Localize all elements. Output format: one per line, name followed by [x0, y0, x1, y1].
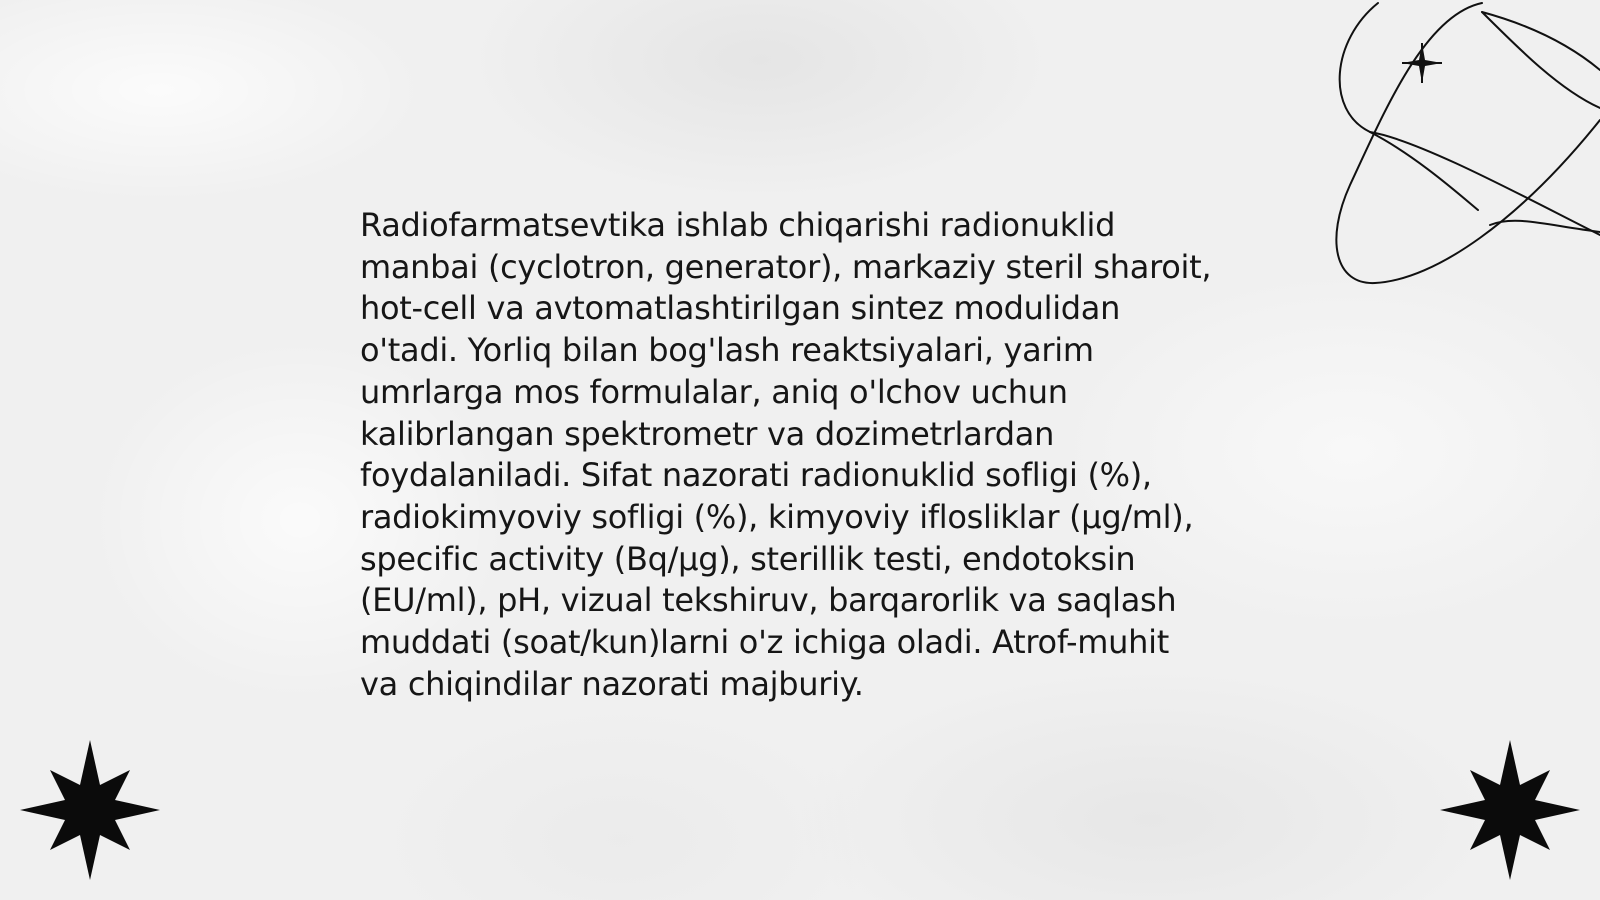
orbit-sparkle-icon — [1330, 0, 1600, 300]
body-line: umrlarga mos formulalar, aniq o'lchov uchun — [360, 372, 1068, 411]
body-line: specific activity (Bq/µg), sterillik testi, endotoksin — [360, 539, 1136, 578]
body-line: o'tadi. Yorliq bilan bog'lash reaktsiyalari, yarim — [360, 331, 1094, 370]
body-line: Radiofarmatsevtika ishlab chiqarishi radionuklid — [360, 206, 1116, 244]
body-line: manbai (cyclotron, generator), markaziy steril sharoit, — [360, 247, 1212, 286]
body-line: foydalaniladi. Sifat nazorati radionuklid sofligi (%), — [360, 456, 1152, 495]
star-icon — [1440, 740, 1580, 880]
body-line: va chiqindilar nazorati majburiy. — [360, 664, 864, 703]
body-line: muddati (soat/kun)larni o'z ichiga oladi. Atrof-muhit — [360, 623, 1169, 662]
star-icon — [20, 740, 160, 880]
body-line: kalibrlangan spektrometr va dozimetrlardan — [360, 414, 1055, 453]
body-line: radiokimyoviy sofligi (%), kimyoviy iflosliklar (µg/ml), — [360, 497, 1194, 536]
body-paragraph — [360, 205, 1240, 705]
body-line: (EU/ml), pH, vizual tekshiruv, barqarorlik va saqlash — [360, 581, 1177, 620]
body-line: hot-cell va avtomatlashtirilgan sintez modulidan — [360, 289, 1121, 328]
